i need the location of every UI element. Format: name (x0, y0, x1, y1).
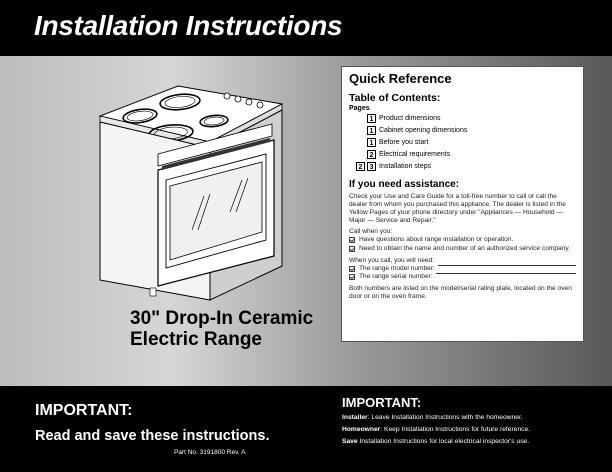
need-item (349, 265, 576, 273)
fill-in-line (438, 265, 576, 266)
quick-reference-title: Quick Reference (349, 71, 452, 86)
toc-item-label: Product dimensions (379, 115, 441, 122)
call-when-label: Call when you: (349, 228, 393, 236)
call-item (349, 245, 576, 253)
important-line-text: : Keep Installation Instructions for future reference. (380, 426, 531, 433)
important-line-bold: Save (342, 438, 358, 445)
important-line (342, 414, 523, 421)
important-line-text: : Leave Installation Instructions with the homeowner. (367, 414, 523, 421)
page-number-box: 1 (367, 126, 376, 135)
page-title: Installation Instructions (34, 10, 343, 41)
toc-item-label: Before you start (379, 139, 429, 146)
call-item-text: Have questions about range installation or operation. (359, 236, 514, 244)
assistance-body: Check your Use and Care Guide for a toll-free number to call or call the dealer from whom you purchased this appliance. The dealer is listed in the Yellow Pages of your phone directory under "Appliances — Household — Major — Service and Repair." (349, 193, 566, 225)
part-number: Part No. 3191800 Rev. A (174, 449, 246, 456)
important-line (342, 438, 529, 445)
page-number-box: 3 (367, 162, 376, 171)
toc-item (349, 149, 576, 160)
important-heading-right: IMPORTANT: (342, 395, 422, 410)
page-number-box: 2 (367, 150, 376, 159)
when-call-label: When you call, you will need: (349, 256, 435, 264)
product-title (130, 308, 313, 350)
quick-reference-box (341, 66, 584, 342)
toc-item-label: Electrical requirements (379, 151, 451, 158)
checkbox-icon (349, 274, 355, 280)
checkbox-icon (349, 237, 355, 243)
toc-item-label: Installation steps (379, 163, 432, 170)
need-item-text: The range serial number: (359, 272, 433, 280)
need-item-text: The range model number: (359, 264, 435, 272)
toc-item (349, 125, 576, 136)
toc-item (349, 137, 576, 148)
range-illustration (92, 70, 292, 310)
both-numbers-note: Both numbers are listed on the model/serial rating plate, located on the oven door or on the oven frame. (349, 284, 572, 301)
checkbox-icon (349, 246, 355, 252)
toc-item (349, 161, 576, 172)
product-title-line2: Electric Range (130, 329, 262, 350)
important-line-bold: Installer (342, 414, 368, 421)
toc-item-label: Cabinet opening dimensions (379, 127, 468, 134)
checkbox-icon (349, 266, 355, 272)
pages-label: Pages (349, 105, 370, 112)
read-save-notice: Read and save these instructions. (35, 428, 270, 444)
important-line (342, 426, 530, 433)
page-number-box: 1 (367, 114, 376, 123)
call-item (349, 236, 576, 244)
important-heading-left: IMPORTANT: (35, 402, 133, 419)
product-title-line1: 30" Drop-In Ceramic (130, 308, 314, 329)
call-item-text: Need to obtain the name and number of an authorized service company. (359, 244, 571, 252)
need-item (349, 273, 576, 281)
important-line-bold: Homeowner (342, 426, 381, 433)
header-bar (0, 0, 612, 56)
toc-item (349, 113, 576, 124)
page-number-box: 2 (356, 162, 365, 171)
page-number-box: 1 (367, 138, 376, 147)
footer-bar (0, 386, 612, 472)
assistance-title: If you need assistance: (349, 179, 460, 190)
important-line-text: Installation Instructions for local electrical inspector's use. (357, 438, 530, 445)
toc-title: Table of Contents: (349, 92, 441, 104)
fill-in-line (436, 273, 576, 274)
